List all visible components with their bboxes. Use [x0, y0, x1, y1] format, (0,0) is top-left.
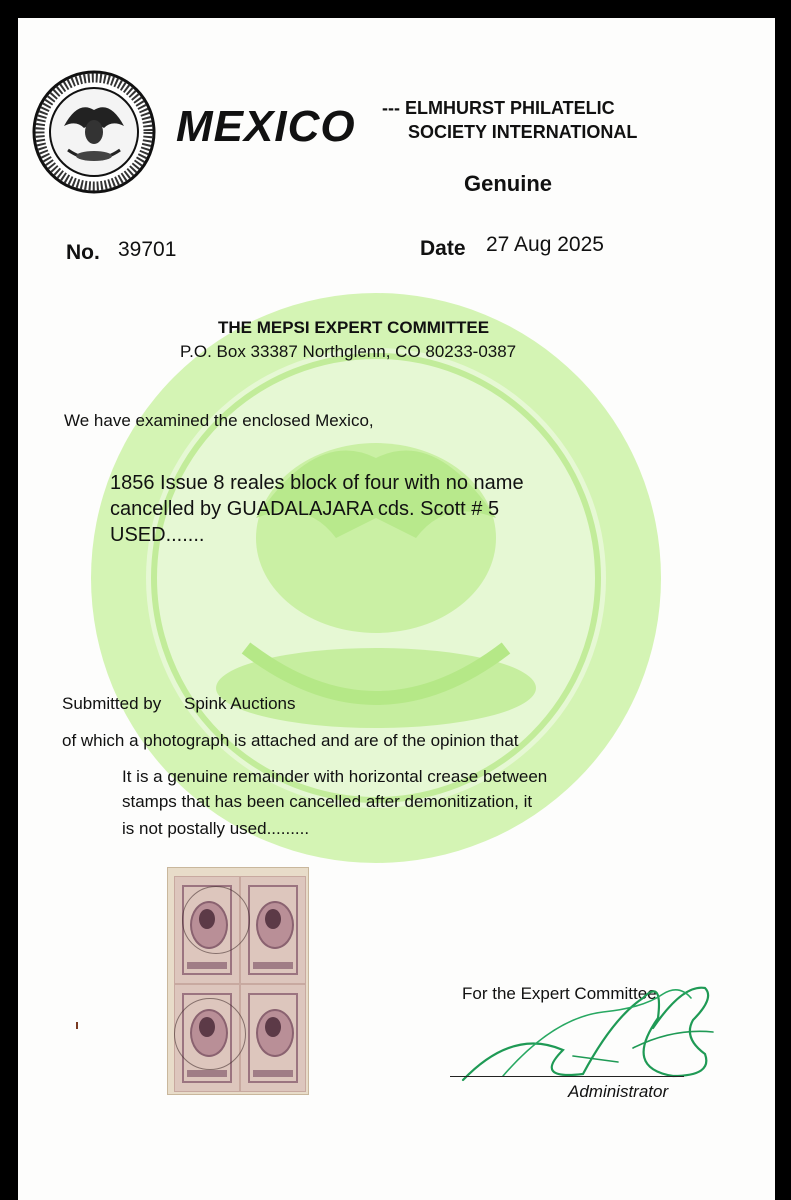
- certificate-number: 39701: [118, 238, 177, 261]
- submitted-by-label: Submitted by: [62, 694, 162, 713]
- opinion-line: is not postally used.........: [122, 819, 310, 838]
- stamp-block-photo: [168, 868, 308, 1094]
- opinion-line: stamps that has been cancelled after demonitization, it: [122, 792, 533, 811]
- signatory-title: Administrator: [568, 1082, 669, 1101]
- signature-caption: For the Expert Committee: [462, 984, 657, 1003]
- item-description-line: USED.......: [110, 524, 205, 546]
- certificate-page: [18, 18, 775, 1200]
- country-title: MEXICO: [176, 102, 356, 151]
- handwritten-signature: [443, 958, 733, 1098]
- certificate-number-label: No.: [66, 241, 100, 264]
- society-seal-logo: [32, 70, 156, 194]
- status-heading: Genuine: [464, 171, 553, 196]
- society-name-line1: --- ELMHURST PHILATELIC: [382, 98, 615, 118]
- postmark-cancel: [182, 886, 250, 954]
- item-description-line: 1856 Issue 8 reales block of four with no name: [110, 472, 524, 494]
- opinion-line: It is a genuine remainder with horizontal crease between: [122, 767, 548, 786]
- society-name-line2: SOCIETY INTERNATIONAL: [408, 122, 638, 142]
- committee-name: THE MEPSI EXPERT COMMITTEE: [218, 318, 490, 337]
- submitted-by-value: Spink Auctions: [184, 694, 296, 713]
- signature-line: [450, 1076, 684, 1077]
- item-description-line: cancelled by GUADALAJARA cds. Scott # 5: [110, 498, 500, 520]
- stamp: [240, 984, 306, 1092]
- opinion-intro: of which a photograph is attached and are of the opinion that: [62, 731, 519, 750]
- certificate-date-label: Date: [420, 237, 466, 260]
- certificate-date: 27 Aug 2025: [486, 233, 604, 256]
- examined-statement: We have examined the enclosed Mexico,: [64, 411, 374, 430]
- stamp: [240, 876, 306, 984]
- postmark-cancel: [174, 998, 246, 1070]
- committee-address: P.O. Box 33387 Northglenn, CO 80233-0387: [180, 342, 517, 361]
- paper-mark: [76, 1022, 78, 1029]
